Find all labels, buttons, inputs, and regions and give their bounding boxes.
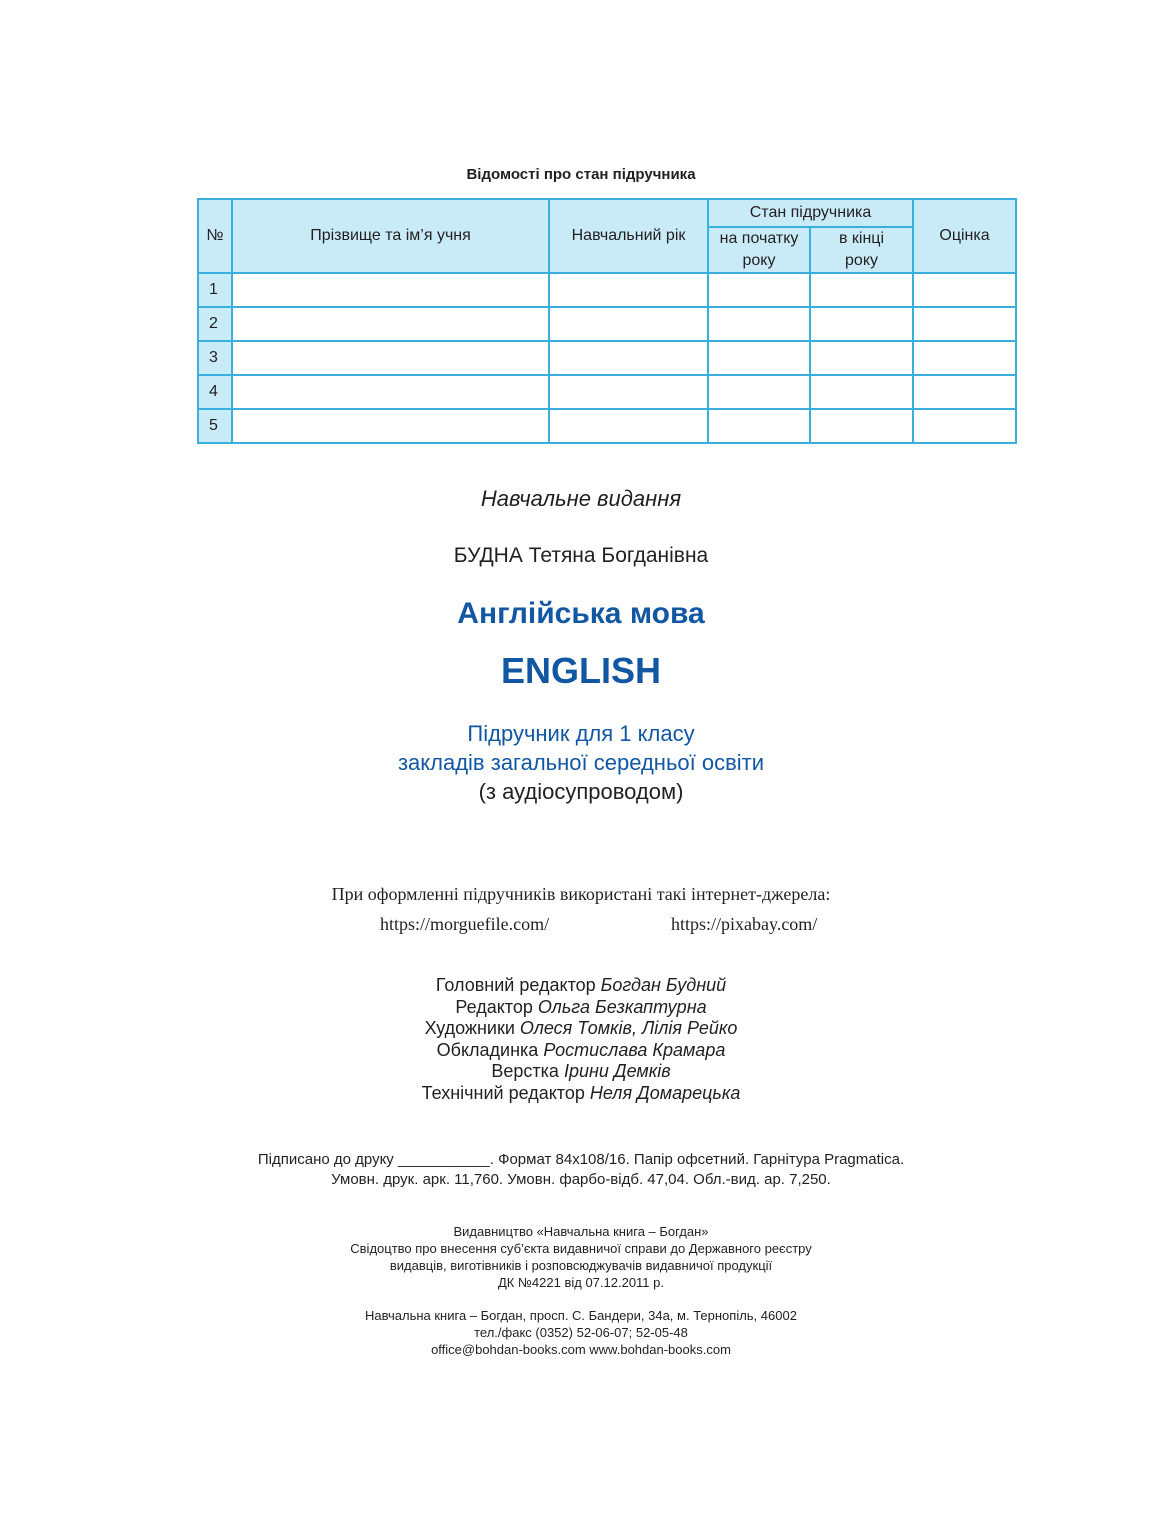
subtitle-line: Підручник для 1 класу xyxy=(467,721,695,746)
publisher-line: Видавництво «Навчальна книга – Богдан» xyxy=(453,1224,709,1239)
cell-state-end xyxy=(810,307,913,341)
credits-list xyxy=(0,975,1162,1105)
cell-year xyxy=(549,273,708,307)
address-line: Навчальна книга – Богдан, просп. С. Бандери, 34а, м. Тернопіль, 46002 xyxy=(365,1308,797,1323)
cell-year xyxy=(549,409,708,443)
sources-text: При оформленні підручників використані такі інтернет-джерела: xyxy=(331,884,831,904)
edition-type: Навчальне видання xyxy=(480,486,682,511)
cell-state-start xyxy=(708,409,810,443)
cell-name xyxy=(232,273,549,307)
row-number: 1 xyxy=(198,273,232,307)
print-info-line: Підписано до друку ___________. Формат 84х108/16. Папір офсетний. Гарнітура Pragmatica. xyxy=(257,1151,905,1168)
cell-name xyxy=(232,307,549,341)
print-info-line: Умовн. друк. арк. 11,760. Умовн. фарбо-відб. 47,04. Обл.-вид. ар. 7,250. xyxy=(331,1171,831,1188)
cell-name xyxy=(232,409,549,443)
cell-grade xyxy=(913,307,1016,341)
row-number: 2 xyxy=(198,307,232,341)
cell-state-end xyxy=(810,341,913,375)
publisher-line: Свідоцтво про внесення суб’єкта видавничої справи до Державного реєстру xyxy=(350,1241,812,1256)
address-line[interactable]: office@bohdan-books.com www.bohdan-books.com xyxy=(431,1342,731,1357)
table-row xyxy=(198,273,1016,307)
cell-year xyxy=(549,375,708,409)
header-grade: Оцінка xyxy=(913,199,1016,273)
subtitle-line: (з аудіосупроводом) xyxy=(478,779,684,804)
print-info xyxy=(0,1150,1162,1190)
cell-state-start xyxy=(708,375,810,409)
header-textbook-state: Стан підручника xyxy=(708,199,913,227)
cell-name xyxy=(232,375,549,409)
cell-name xyxy=(232,341,549,375)
cell-year xyxy=(549,341,708,375)
textbook-status-table xyxy=(197,198,1017,444)
cell-state-start xyxy=(708,307,810,341)
cell-grade xyxy=(913,375,1016,409)
table-row xyxy=(198,341,1016,375)
credit-line: Верстка Ірини Демків xyxy=(491,1061,671,1082)
cell-year xyxy=(549,307,708,341)
header-student-name: Прізвище та ім’я учня xyxy=(232,199,549,273)
credit-line: Художники Олеся Томків, Лілія Рейко xyxy=(424,1018,738,1039)
publisher-line: ДК №4221 від 07.12.2011 р. xyxy=(497,1275,664,1290)
source-link-morguefile[interactable]: https://morguefile.com/ xyxy=(380,914,550,934)
cell-state-start xyxy=(708,273,810,307)
row-number: 4 xyxy=(198,375,232,409)
header-school-year: Навчальний рік xyxy=(549,199,708,273)
table-title: Відомості про стан підручника xyxy=(466,166,696,183)
cell-state-end xyxy=(810,375,913,409)
address-line: тел./факс (0352) 52-06-07; 52-05-48 xyxy=(474,1325,688,1340)
book-title-ukrainian: Англійська мова xyxy=(457,597,705,630)
table-row xyxy=(198,409,1016,443)
credit-line: Головний редактор Богдан Будний xyxy=(435,975,727,995)
table-row xyxy=(198,307,1016,341)
credit-line: Обкладинка Ростислава Крамара xyxy=(436,1039,726,1060)
publisher-line: видавців, виготівників і розповсюджувачів видавничої продукції xyxy=(389,1258,773,1273)
credit-line: Технічний редактор Неля Домарецька xyxy=(421,1082,741,1103)
header-state-start: на початку року xyxy=(708,227,810,273)
header-number: № xyxy=(198,199,232,273)
credit-line: Редактор Ольга Безкаптурна xyxy=(455,996,707,1017)
cell-grade xyxy=(913,409,1016,443)
cell-state-end xyxy=(810,409,913,443)
publisher-info xyxy=(0,1223,1162,1291)
book-title-english: ENGLISH xyxy=(500,650,661,691)
cell-grade xyxy=(913,273,1016,307)
author-name: БУДНА Тетяна Богданівна xyxy=(453,544,709,567)
source-link-pixabay[interactable]: https://pixabay.com/ xyxy=(671,914,818,934)
cell-grade xyxy=(913,341,1016,375)
table-row xyxy=(198,375,1016,409)
row-number: 3 xyxy=(198,341,232,375)
cell-state-start xyxy=(708,341,810,375)
header-state-end: в кінці року xyxy=(810,227,913,273)
cell-state-end xyxy=(810,273,913,307)
row-number: 5 xyxy=(198,409,232,443)
book-subtitle xyxy=(0,719,1162,806)
subtitle-line: закладів загальної середньої освіти xyxy=(397,750,765,775)
publisher-address xyxy=(0,1307,1162,1358)
